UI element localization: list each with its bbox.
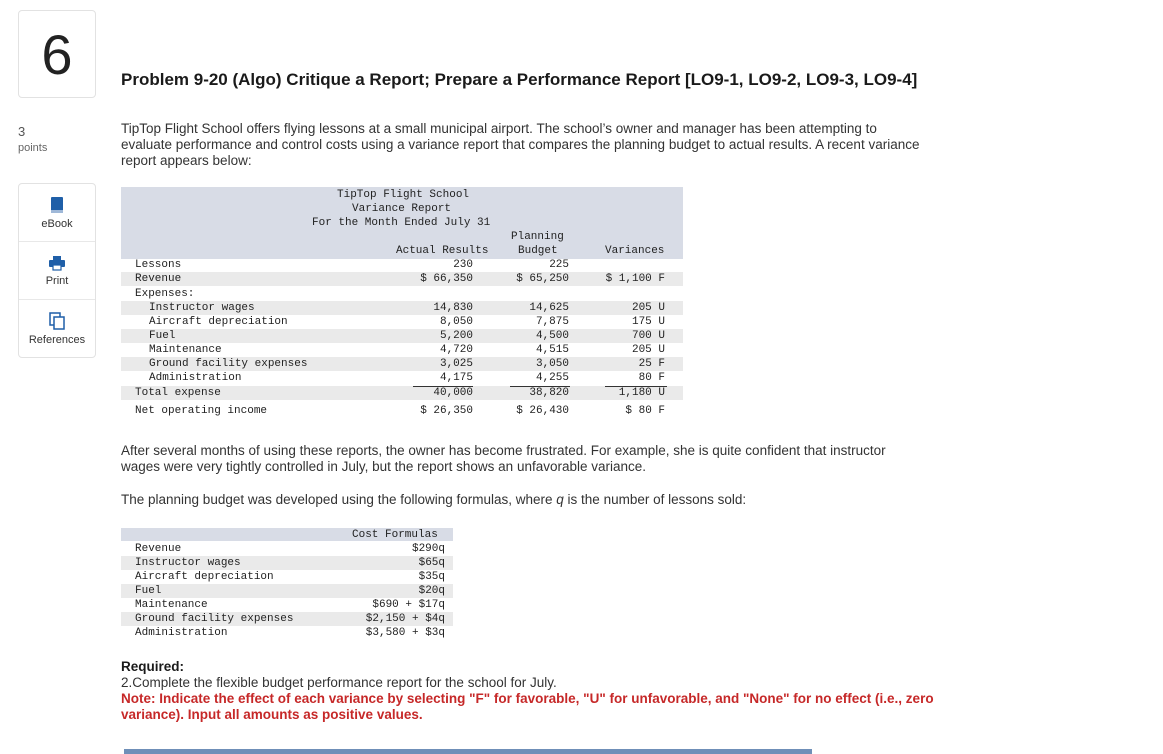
variance-value: 25 F bbox=[638, 358, 665, 370]
planning-value: 225 bbox=[549, 259, 569, 271]
planning-value: 4,515 bbox=[535, 344, 569, 356]
intro-line: evaluate performance and control costs using a variance report that compares the planning budget to actual results. A recent variance bbox=[121, 137, 920, 152]
actual-value: $ 26,350 bbox=[420, 405, 473, 417]
formula-value: $290q bbox=[411, 543, 445, 555]
row-label: Expenses: bbox=[135, 288, 195, 300]
actual-value: 4,720 bbox=[439, 344, 473, 356]
planning-value: 3,050 bbox=[535, 358, 569, 370]
actual-value: 4,175 bbox=[439, 372, 473, 384]
formula-label: Administration bbox=[135, 627, 228, 639]
row-label: Revenue bbox=[135, 273, 182, 285]
formula-row bbox=[121, 612, 453, 626]
formula-value: $2,150 + $4q bbox=[365, 613, 445, 625]
formula-value: $35q bbox=[418, 571, 445, 583]
ebook-button[interactable] bbox=[19, 184, 95, 242]
variance-report-table bbox=[121, 187, 683, 422]
row-label: Lessons bbox=[135, 259, 182, 271]
actual-total-rule bbox=[413, 386, 473, 387]
report-row bbox=[121, 287, 683, 301]
ebook-label: eBook bbox=[41, 217, 73, 230]
required-section bbox=[121, 659, 934, 723]
points-box bbox=[18, 124, 47, 154]
planning-value: 7,875 bbox=[535, 316, 569, 328]
row-label: Ground facility expenses bbox=[149, 358, 308, 370]
variance-value: $ 1,100 F bbox=[605, 273, 665, 285]
report-row bbox=[121, 404, 683, 418]
actual-value: 230 bbox=[453, 259, 473, 271]
references-button[interactable] bbox=[19, 300, 95, 357]
planning-total-rule bbox=[510, 386, 570, 387]
formula-value: $3,580 + $3q bbox=[365, 627, 445, 639]
variance-total-rule bbox=[605, 386, 667, 387]
report-row bbox=[121, 371, 683, 385]
formula-intro-before: The planning budget was developed using the following formulas, where bbox=[121, 492, 557, 507]
planning-value: 14,625 bbox=[529, 302, 569, 314]
after-line: wages were very tightly controlled in July, but the report shows an unfavorable variance. bbox=[121, 459, 647, 474]
print-label: Print bbox=[45, 274, 69, 287]
formula-row bbox=[121, 584, 453, 598]
actual-value: 5,200 bbox=[439, 330, 473, 342]
row-label: Maintenance bbox=[149, 344, 222, 356]
intro-line: TipTop Flight School offers flying lessons at a small municipal airport. The school’s owner and manager has been attempting to bbox=[121, 121, 877, 136]
report-row bbox=[121, 272, 683, 286]
problem-title: Problem 9-20 (Algo) Critique a Report; Prepare a Performance Report [LO9-1, LO9-2, LO9-3, LO9-4] bbox=[121, 70, 918, 89]
formula-row bbox=[121, 598, 453, 612]
report-row bbox=[121, 329, 683, 343]
row-label: Total expense bbox=[135, 387, 221, 399]
formula-value: $690 + $17q bbox=[372, 599, 445, 611]
formula-row bbox=[121, 570, 453, 584]
points-label: points bbox=[18, 142, 48, 154]
formula-label: Fuel bbox=[135, 585, 162, 597]
intro-line: report appears below: bbox=[121, 153, 252, 168]
formula-intro-var: q bbox=[556, 492, 564, 507]
report-row bbox=[121, 357, 683, 371]
after-paragraph bbox=[121, 443, 886, 475]
report-row bbox=[121, 301, 683, 315]
formula-value: $65q bbox=[418, 557, 445, 569]
report-period: For the Month Ended July 31 bbox=[312, 217, 491, 229]
variance-value: 700 U bbox=[631, 330, 665, 342]
formula-row bbox=[121, 542, 453, 556]
print-button[interactable] bbox=[19, 242, 95, 300]
printer-icon bbox=[48, 255, 66, 271]
formula-value: $20q bbox=[418, 585, 445, 597]
variance-value: 80 F bbox=[638, 372, 665, 384]
report-row bbox=[121, 386, 683, 400]
row-label: Aircraft depreciation bbox=[149, 316, 288, 328]
book-icon bbox=[49, 196, 65, 214]
row-label: Administration bbox=[149, 372, 242, 384]
formula-intro-after: is the number of lessons sold: bbox=[563, 492, 747, 507]
planning-value: 38,820 bbox=[529, 387, 569, 399]
col-header-variances: Variances bbox=[605, 245, 665, 257]
variance-value: 175 U bbox=[631, 316, 665, 328]
formula-label: Instructor wages bbox=[135, 557, 241, 569]
row-label: Fuel bbox=[149, 330, 176, 342]
planning-value: 4,255 bbox=[535, 372, 569, 384]
report-subtitle: Variance Report bbox=[352, 203, 452, 215]
variance-value: $ 80 F bbox=[625, 405, 665, 417]
report-row bbox=[121, 258, 683, 272]
question-number: 6 bbox=[18, 10, 96, 98]
required-task: 2.Complete the flexible budget performance report for the school for July. bbox=[121, 675, 557, 690]
formula-label: Maintenance bbox=[135, 599, 208, 611]
copy-icon bbox=[49, 312, 65, 330]
variance-value: 1,180 U bbox=[618, 387, 665, 399]
required-note-line: variance). Input all amounts as positive values. bbox=[121, 707, 423, 722]
variance-value: 205 U bbox=[631, 344, 665, 356]
variance-value: 205 U bbox=[631, 302, 665, 314]
formula-row bbox=[121, 556, 453, 570]
intro-paragraph bbox=[121, 121, 919, 169]
planning-value: 4,500 bbox=[535, 330, 569, 342]
formula-intro bbox=[121, 492, 746, 508]
planning-value: $ 26,430 bbox=[516, 405, 569, 417]
row-label: Instructor wages bbox=[149, 302, 255, 314]
cost-formulas-header: Cost Formulas bbox=[352, 529, 438, 541]
actual-value: 8,050 bbox=[439, 316, 473, 328]
col-header-planning-1: Planning bbox=[511, 231, 564, 243]
col-header-planning-2: Budget bbox=[518, 245, 558, 257]
actual-value: 14,830 bbox=[433, 302, 473, 314]
formula-label: Revenue bbox=[135, 543, 182, 555]
answer-table-top-edge bbox=[124, 749, 812, 754]
actual-value: 40,000 bbox=[433, 387, 473, 399]
tools-panel bbox=[18, 183, 96, 358]
planning-value: $ 65,250 bbox=[516, 273, 569, 285]
required-note-line: Note: Indicate the effect of each variance by selecting "F" for favorable, "U" for unfavorable, and "None" for no effect (i.e., zero bbox=[121, 691, 934, 706]
formula-label: Aircraft depreciation bbox=[135, 571, 274, 583]
report-row bbox=[121, 343, 683, 357]
after-line: After several months of using these reports, the owner has become frustrated. For example, she is quite confident that instructor bbox=[121, 443, 886, 458]
references-label: References bbox=[28, 333, 86, 346]
required-heading: Required: bbox=[121, 659, 185, 674]
col-header-actual: Actual Results bbox=[396, 245, 489, 257]
cost-formulas-table bbox=[121, 528, 453, 644]
actual-value: 3,025 bbox=[439, 358, 473, 370]
actual-value: $ 66,350 bbox=[420, 273, 473, 285]
report-row bbox=[121, 315, 683, 329]
points-value: 3 bbox=[18, 124, 26, 139]
formula-label: Ground facility expenses bbox=[135, 613, 294, 625]
formula-row bbox=[121, 626, 453, 640]
report-title: TipTop Flight School bbox=[337, 189, 470, 201]
row-label: Net operating income bbox=[135, 405, 268, 417]
